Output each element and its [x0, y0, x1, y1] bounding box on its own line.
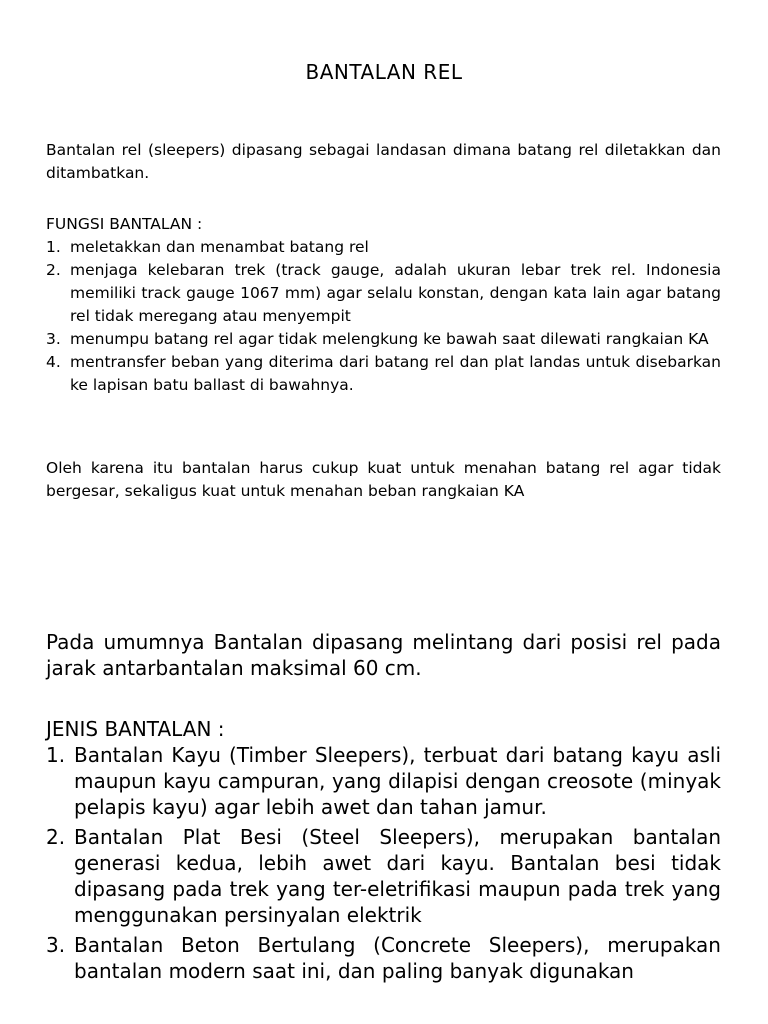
intro-paragraph: Bantalan rel (sleepers) dipasang sebagai landasan dimana batang rel diletakkan dan ditambatkan. [46, 141, 721, 182]
page-title: BANTALAN REL [305, 60, 463, 84]
conclusion-paragraph: Oleh karena itu bantalan harus cukup kuat untuk menahan batang rel agar tidak bergesar, sekaligus kuat untuk menahan beban rangkaian KA [46, 459, 721, 500]
pada-paragraph: Pada umumnya Bantalan dipasang melintang dari posisi rel pada jarak antarbantalan maksimal 60 cm. [46, 630, 721, 680]
list-number: 2. [46, 825, 66, 849]
fungsi-item [46, 236, 721, 259]
fungsi-item [46, 259, 721, 328]
list-number: 3. [46, 933, 66, 957]
list-text: meletakkan dan menambat batang rel [70, 238, 369, 256]
fungsi-item [46, 351, 721, 397]
list-number: 2. [46, 261, 61, 279]
fungsi-item [46, 328, 721, 351]
jenis-heading: JENIS BANTALAN : [46, 717, 225, 741]
jenis-item [46, 932, 721, 984]
list-text: Bantalan Kayu (Timber Sleepers), terbuat dari batang kayu asli maupun kayu campuran, yang dilapisi dengan creosote (minyak pelapis kayu) agar lebih awet dan tahan jamur. [74, 743, 721, 819]
list-text: mentransfer beban yang diterima dari batang rel dan plat landas untuk disebarkan ke lapisan batu ballast di bawahnya. [70, 353, 721, 394]
fungsi-heading: FUNGSI BANTALAN : [46, 215, 203, 233]
jenis-item [46, 824, 721, 928]
fungsi-section [46, 213, 721, 397]
list-text: menjaga kelebaran trek (track gauge, adalah ukuran lebar trek rel. Indonesia memiliki track gauge 1067 mm) agar selalu konstan, dengan kata lain agar batang rel tidak meregang atau menyempit [70, 261, 721, 325]
list-text: menumpu batang rel agar tidak melengkung ke bawah saat dilewati rangkaian KA [70, 330, 709, 348]
list-text: Bantalan Plat Besi (Steel Sleepers), merupakan bantalan generasi kedua, lebih awet dari kayu. Bantalan besi tidak dipasang pada trek yang ter-eletrifikasi maupun pada trek yang menggunakan persinyalan elektrik [74, 825, 721, 927]
list-number: 4. [46, 353, 61, 371]
list-number: 1. [46, 743, 66, 767]
list-number: 3. [46, 330, 61, 348]
jenis-section [46, 716, 721, 988]
list-text: Bantalan Beton Bertulang (Concrete Sleepers), merupakan bantalan modern saat ini, dan paling banyak digunakan [74, 933, 721, 983]
list-number: 1. [46, 238, 61, 256]
jenis-item [46, 742, 721, 820]
